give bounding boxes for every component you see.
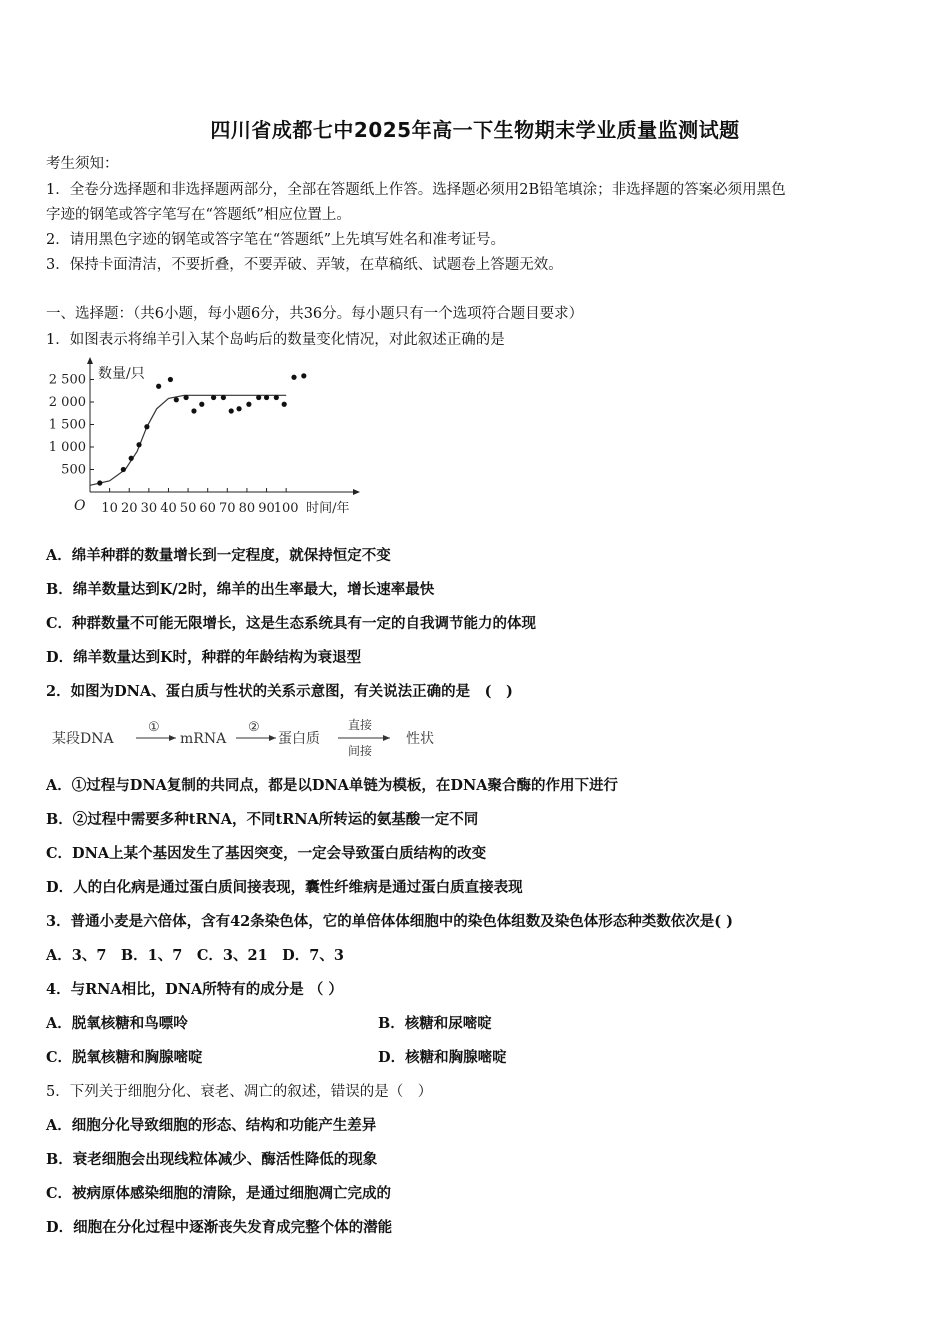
- diagram-indirect-label: 间接: [348, 744, 373, 758]
- data-point: [156, 384, 161, 389]
- diagram-trait-label: 性状: [406, 731, 434, 747]
- question-5-option-c: C．被病原体感染细胞的清除，是通过细胞凋亡完成的: [46, 1185, 392, 1202]
- x-tick-label: 80: [238, 501, 256, 516]
- notice-item: 3．保持卡面清洁，不要折叠，不要弄破、弄皱，在草稿纸、试题卷上答题无效。: [46, 257, 563, 273]
- x-axis-arrow: [353, 489, 360, 495]
- page-title: 四川省成都七中2025年高一下生物期末学业质量监测试题: [210, 118, 740, 142]
- diagram-dna-label: 某段DNA: [52, 731, 114, 747]
- question-3-options: A．3、7 B．1、7 C．3、21 D．7、3: [46, 947, 344, 964]
- y-tick-label: 1 000: [48, 440, 86, 455]
- data-point: [246, 402, 251, 407]
- data-point: [184, 395, 189, 400]
- data-point: [301, 373, 306, 378]
- data-point: [144, 424, 149, 429]
- question-2-option-a: A．①过程与DNA复制的共同点，都是以DNA单链为模板，在DNA聚合酶的作用下进行: [46, 777, 618, 794]
- x-tick-label: 20: [120, 501, 138, 516]
- x-tick-label: 50: [179, 501, 197, 516]
- section-heading: 一、选择题：（共6小题，每小题6分，共36分。每小题只有一个选项符合题目要求）: [46, 306, 584, 322]
- data-point: [168, 377, 173, 382]
- question-2-option-d: D．人的白化病是通过蛋白质间接表现，囊性纤维病是通过蛋白质直接表现: [46, 879, 523, 896]
- question-1-option-d: D．绵羊数量达到K时，种群的年龄结构为衰退型: [46, 649, 362, 666]
- data-point: [229, 408, 234, 413]
- data-point: [264, 395, 269, 400]
- question-2-option-c: C．DNA上某个基因发生了基因突变，一定会导致蛋白质结构的改变: [46, 845, 487, 862]
- question-4-option-d: D．核糖和胸腺嘧啶: [378, 1049, 507, 1066]
- question-5-option-b: B．衰老细胞会出现线粒体减少、酶活性降低的现象: [46, 1151, 378, 1168]
- x-tick-label: 90: [258, 501, 275, 516]
- dna-protein-trait-diagram: [50, 714, 470, 760]
- data-point: [97, 480, 102, 485]
- origin-label: O: [74, 498, 86, 514]
- notice-heading: 考生须知：: [46, 156, 119, 172]
- y-axis-label: 数量/只: [98, 366, 145, 382]
- data-point: [282, 402, 287, 407]
- question-1-option-b: B．绵羊数量达到K/2时，绵羊的出生率最大，增长速率最快: [46, 581, 435, 598]
- x-tick-label: 30: [140, 501, 158, 516]
- x-tick-label: 60: [199, 501, 216, 516]
- data-point: [191, 408, 196, 413]
- y-tick-label: 2 000: [48, 395, 86, 410]
- notice-item: 1．全卷分选择题和非选择题两部分，全部在答题纸上作答。选择题必须用2B铅笔填涂；非选择题的答案必须用黑色: [46, 182, 786, 198]
- question-1-option-a: A．绵羊种群的数量增长到一定程度，就保持恒定不变: [46, 547, 391, 564]
- question-3-stem: 3．普通小麦是六倍体，含有42条染色体，它的单倍体体细胞中的染色体组数及染色体形态种类数依次是( ): [46, 913, 734, 930]
- data-point: [274, 395, 279, 400]
- question-5-stem: 5．下列关于细胞分化、衰老、凋亡的叙述，错误的是（ ）: [46, 1084, 433, 1100]
- question-4-option-c: C．脱氧核糖和胸腺嘧啶: [46, 1049, 203, 1066]
- question-4-option-a: A．脱氧核糖和鸟嘌呤: [46, 1015, 188, 1032]
- question-5-option-a: A．细胞分化导致细胞的形态、结构和功能产生差异: [46, 1117, 377, 1134]
- question-1-stem: 1．如图表示将绵羊引入某个岛屿后的数量变化情况，对此叙述正确的是: [46, 332, 505, 348]
- notice-item: 2．请用黑色字迹的钢笔或答字笔在“答题纸”上先填写姓名和准考证号。: [46, 232, 506, 248]
- x-tick-label: 100: [273, 501, 299, 516]
- data-point: [174, 397, 179, 402]
- data-point: [221, 395, 226, 400]
- x-tick-label: 70: [219, 501, 236, 516]
- fitted-curve: [90, 395, 286, 485]
- y-tick-label: 2 500: [48, 372, 86, 388]
- diagram-protein-label: 蛋白质: [278, 731, 320, 747]
- question-4-option-b: B．核糖和尿嘧啶: [378, 1015, 492, 1032]
- data-point: [121, 467, 126, 472]
- data-point: [236, 406, 241, 411]
- diagram-step-1: ①: [148, 720, 160, 735]
- x-tick-label: 10: [101, 501, 118, 516]
- data-point: [256, 395, 261, 400]
- y-tick-label: 500: [61, 462, 86, 478]
- x-tick-label: 40: [160, 501, 177, 516]
- y-tick-label: 1 500: [48, 417, 86, 433]
- question-4-stem: 4．与RNA相比，DNA所特有的成分是 （ ）: [46, 981, 343, 998]
- question-2-stem: 2．如图为DNA、蛋白质与性状的关系示意图，有关说法正确的是 ( ): [46, 683, 513, 700]
- diagram-mrna-label: mRNA: [180, 731, 227, 747]
- notice-item: 字迹的钢笔或答字笔写在“答题纸”相应位置上。: [46, 207, 351, 223]
- x-axis-label: 时间/年: [306, 501, 350, 516]
- data-point: [129, 456, 134, 461]
- question-5-option-d: D．细胞在分化过程中逐渐丧失发育成完整个体的潜能: [46, 1219, 393, 1236]
- data-point: [211, 395, 216, 400]
- question-1-option-c: C．种群数量不可能无限增长，这是生态系统具有一定的自我调节能力的体现: [46, 615, 537, 632]
- question-2-option-b: B．②过程中需要多种tRNA，不同tRNA所转运的氨基酸一定不同: [46, 811, 479, 828]
- data-point: [136, 442, 141, 447]
- y-axis-arrow: [87, 357, 93, 364]
- diagram-step-2: ②: [248, 720, 260, 735]
- data-point: [291, 375, 296, 380]
- population-chart: [40, 356, 370, 526]
- data-point: [199, 402, 204, 407]
- diagram-direct-label: 直接: [348, 718, 373, 732]
